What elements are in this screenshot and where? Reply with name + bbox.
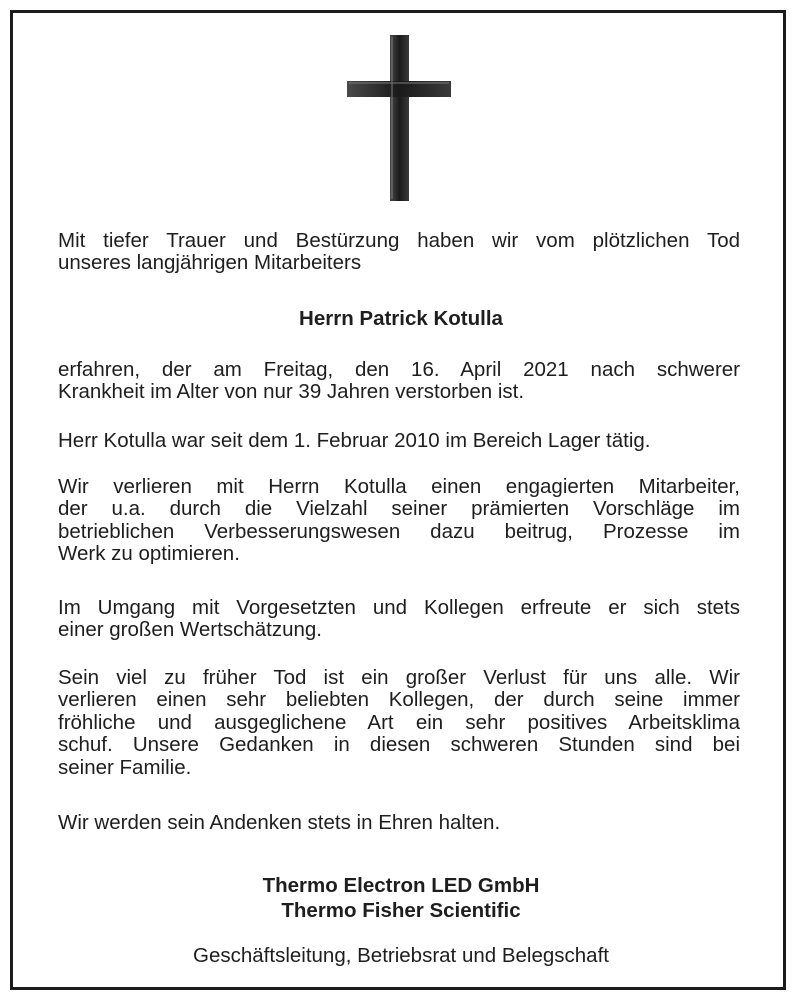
deceased-name: Herrn Patrick Kotulla [299,307,503,330]
paragraph-appreciation [58,597,740,642]
intro-line: unseres langjährigen Mitarbeiters [58,251,362,275]
paragraph-line: Werk zu optimieren. [58,542,240,566]
paragraph-employment [58,430,740,452]
cross-icon [13,13,789,213]
paragraph-line: der u.a. durch die Vielzahl seiner prämierten Vorschläge im [58,497,740,521]
paragraph-line: erfahren, der am Freitag, den 16. April 2021 nach schwerer [58,358,740,381]
paragraph-line: Krankheit im Alter von nur 39 Jahren verstorben ist. [58,380,525,404]
paragraph-line: Wir verlieren mit Herrn Kotulla einen engagierten Mitarbeiter, [58,475,740,498]
paragraph-line: schuf. Unsere Gedanken in diesen schweren Stunden sind bei [58,733,740,757]
paragraph-loss [58,667,740,779]
company-name: Thermo Electron LED GmbH [262,874,540,897]
company-name: Thermo Fisher Scientific [281,899,521,922]
paragraph-line: seiner Familie. [58,755,192,779]
paragraph-contributions [58,476,740,566]
paragraph-line: Wir werden sein Andenken stets in Ehren halten. [58,811,501,834]
intro-line: Mit tiefer Trauer und Bestürzung haben wir vom plötzlichen Tod [58,229,740,252]
paragraph-line: fröhliche und ausgeglichene Art ein sehr positives Arbeitsklima [58,710,740,734]
paragraph-remembrance [58,812,740,834]
paragraph-line: betrieblichen Verbesserungswesen dazu beitrug, Prozesse im [58,519,740,543]
paragraph-line: Sein viel zu früher Tod ist ein großer Verlust für uns alle. Wir [58,666,740,689]
paragraph-line: einer großen Wertschätzung. [58,618,322,642]
paragraph-line: Im Umgang mit Vorgesetzten und Kollegen erfreute er sich stets [58,596,740,619]
signers: Geschäftsleitung, Betriebsrat und Belegschaft [193,944,609,967]
obituary-notice [10,10,786,990]
paragraph-line: Herr Kotulla war seit dem 1. Februar 2010 im Bereich Lager tätig. [58,429,651,452]
paragraph-line: verlieren einen sehr beliebten Kollegen, der durch seine immer [58,688,740,712]
paragraph-death [58,359,740,404]
intro-paragraph [58,230,740,275]
